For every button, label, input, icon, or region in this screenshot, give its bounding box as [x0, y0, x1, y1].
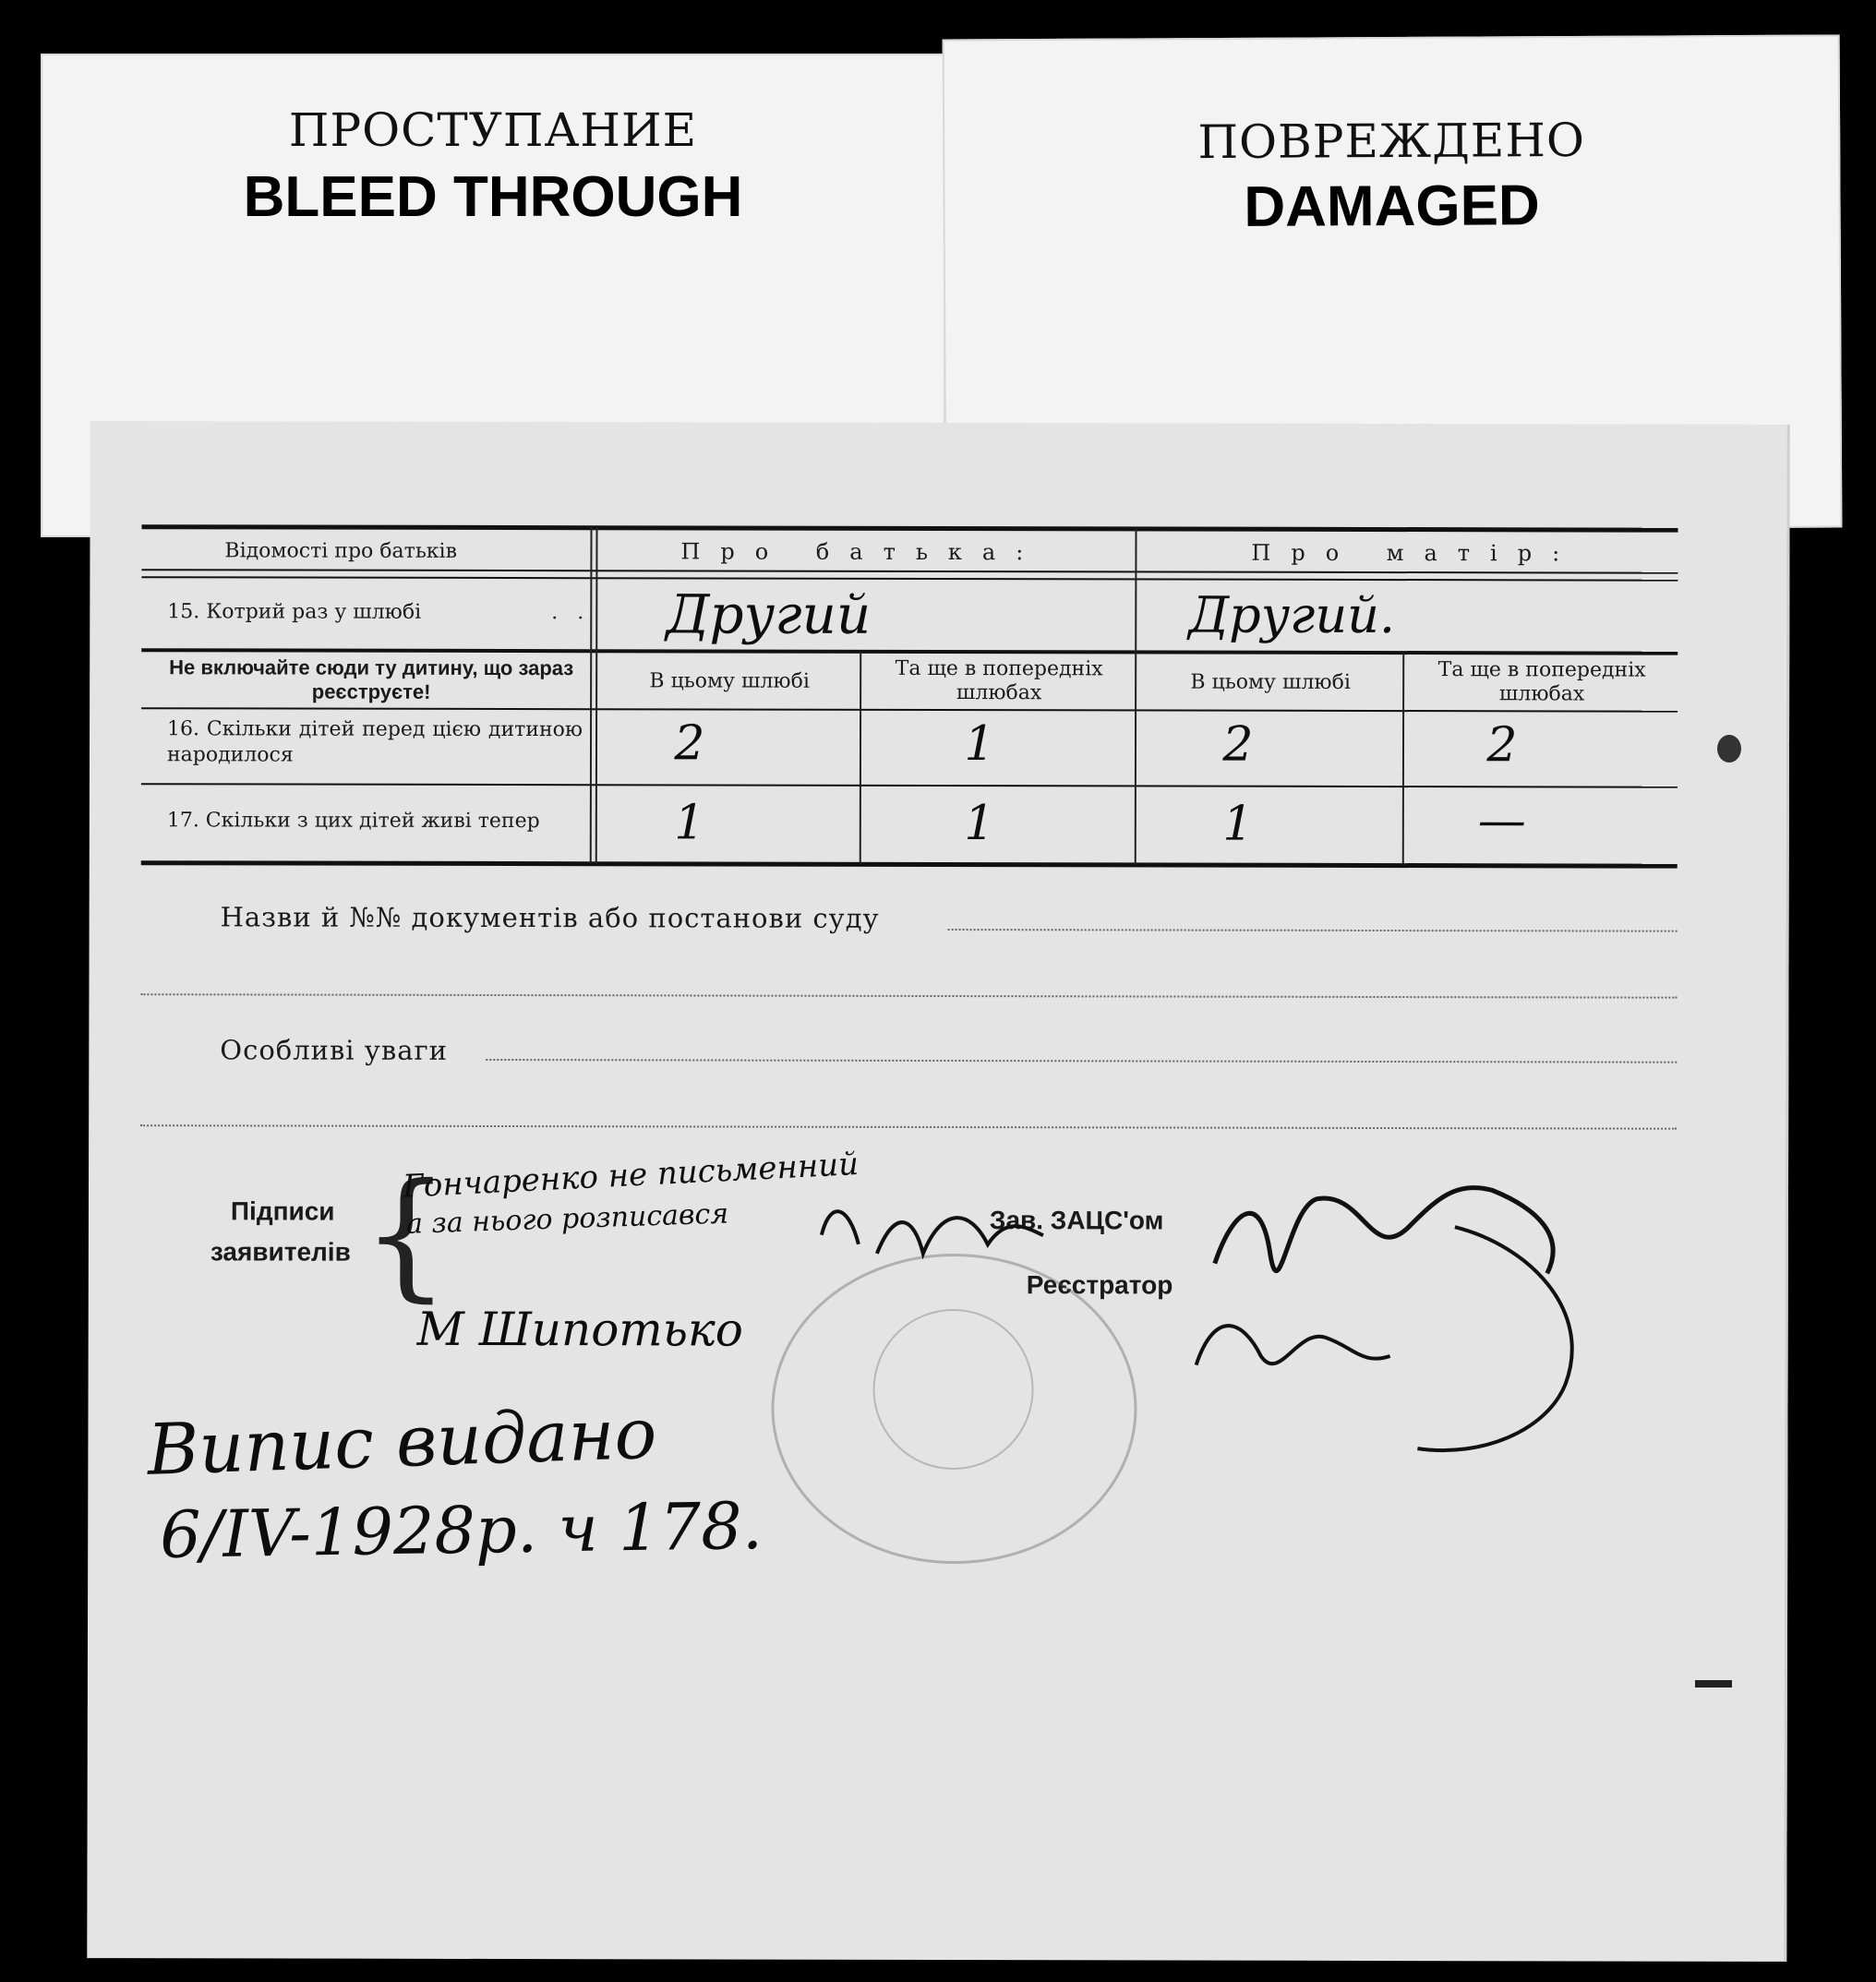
registrar-label: Реєстратор	[1026, 1270, 1173, 1300]
notes-dotted-line	[486, 1059, 1677, 1063]
table-col-rule	[595, 527, 598, 863]
row16-label: 16. Скільки дітей перед цією дитиною народилося	[166, 717, 583, 767]
signatures-label-line1: Підписи	[230, 1196, 335, 1226]
row16-value-father-this: 2	[674, 715, 705, 772]
card-left-ru-text: ПРОСТУПАНИЕ	[288, 103, 698, 157]
row15-mother-value: Другий.	[1188, 585, 1396, 645]
documents-label: Назви й №№ документів або постанови суду	[220, 901, 880, 934]
table-rule	[141, 576, 1678, 581]
card-right-ru-text: ПОВРЕЖДЕНО	[1197, 113, 1586, 170]
table-rule	[141, 648, 1678, 655]
applicant-note-line1: Гончаренко не письменний	[402, 1145, 860, 1206]
issued-note-line2: 6/IV-1928р. ч 178.	[159, 1487, 764, 1573]
subheader-previous-marriages-father: Та ще в попередніх шлюбах	[895, 656, 1103, 705]
signatures-label-line2: заявителів	[210, 1237, 351, 1267]
row17-value-mother-this: 1	[1222, 796, 1254, 852]
table-col-rule	[590, 527, 593, 863]
head-signature-scribble	[1177, 1125, 1695, 1477]
header-parents-info: Відомості про батьків	[224, 539, 458, 563]
signatures-brace: {	[361, 1154, 451, 1315]
row17-label: 17. Скільки з цих дітей живі тепер	[166, 809, 540, 834]
header-father: Про батька:	[680, 538, 1044, 566]
table-col-rule	[1135, 528, 1137, 864]
issued-note-line1: Випис видано	[146, 1391, 658, 1491]
subheader-previous-marriages-mother: Та ще в попередніх шлюбах	[1437, 658, 1646, 706]
row16-value-father-previous: 1	[964, 716, 995, 773]
row16-value-mother-this: 2	[1222, 716, 1254, 773]
witness-signature-scribble	[812, 1180, 1071, 1282]
row15-father-value: Другий	[666, 583, 872, 646]
row17-value-father-previous: 1	[964, 796, 995, 852]
notes-label: Особливі уваги	[220, 1034, 449, 1066]
applicant-note-line2: а за нього розписався	[405, 1197, 729, 1241]
row15-label: 15. Котрий раз у шлюбі	[167, 600, 422, 624]
row17-value-father-this: 1	[674, 795, 705, 851]
documents-dotted-line-2	[140, 993, 1677, 998]
row15-leader-dots: . .	[551, 601, 584, 625]
head-registry-label: Зав. ЗАЦС'ом	[989, 1206, 1164, 1235]
table-rule	[141, 783, 1678, 787]
table-rule	[141, 569, 1678, 573]
documents-dotted-line	[948, 929, 1678, 932]
card-left-en-text: BLEED THROUGH	[243, 165, 743, 229]
applicant-signature: М Шипотько	[416, 1302, 743, 1357]
subheader-this-marriage-mother: В цьому шлюбі	[1190, 670, 1351, 694]
official-stamp-emblem	[872, 1309, 1033, 1470]
card-right-en-text: DAMAGED	[1244, 174, 1540, 239]
table-top-rule	[142, 524, 1678, 532]
punch-hole	[1717, 735, 1741, 763]
subheader-exclude-note: Не включайте сюди ту дитину, що зараз реєструєте!	[169, 655, 574, 703]
subheader-this-marriage-father: В цьому шлюбі	[649, 669, 810, 693]
row17-value-mother-previous: —	[1477, 793, 1526, 849]
row16-value-mother-previous: 2	[1486, 717, 1518, 774]
table-rule	[141, 707, 1678, 712]
header-mother: Про матір:	[1251, 539, 1581, 567]
damage-mark	[1695, 1680, 1732, 1688]
form-sheet	[87, 421, 1789, 1962]
table-bottom-rule	[141, 860, 1678, 868]
